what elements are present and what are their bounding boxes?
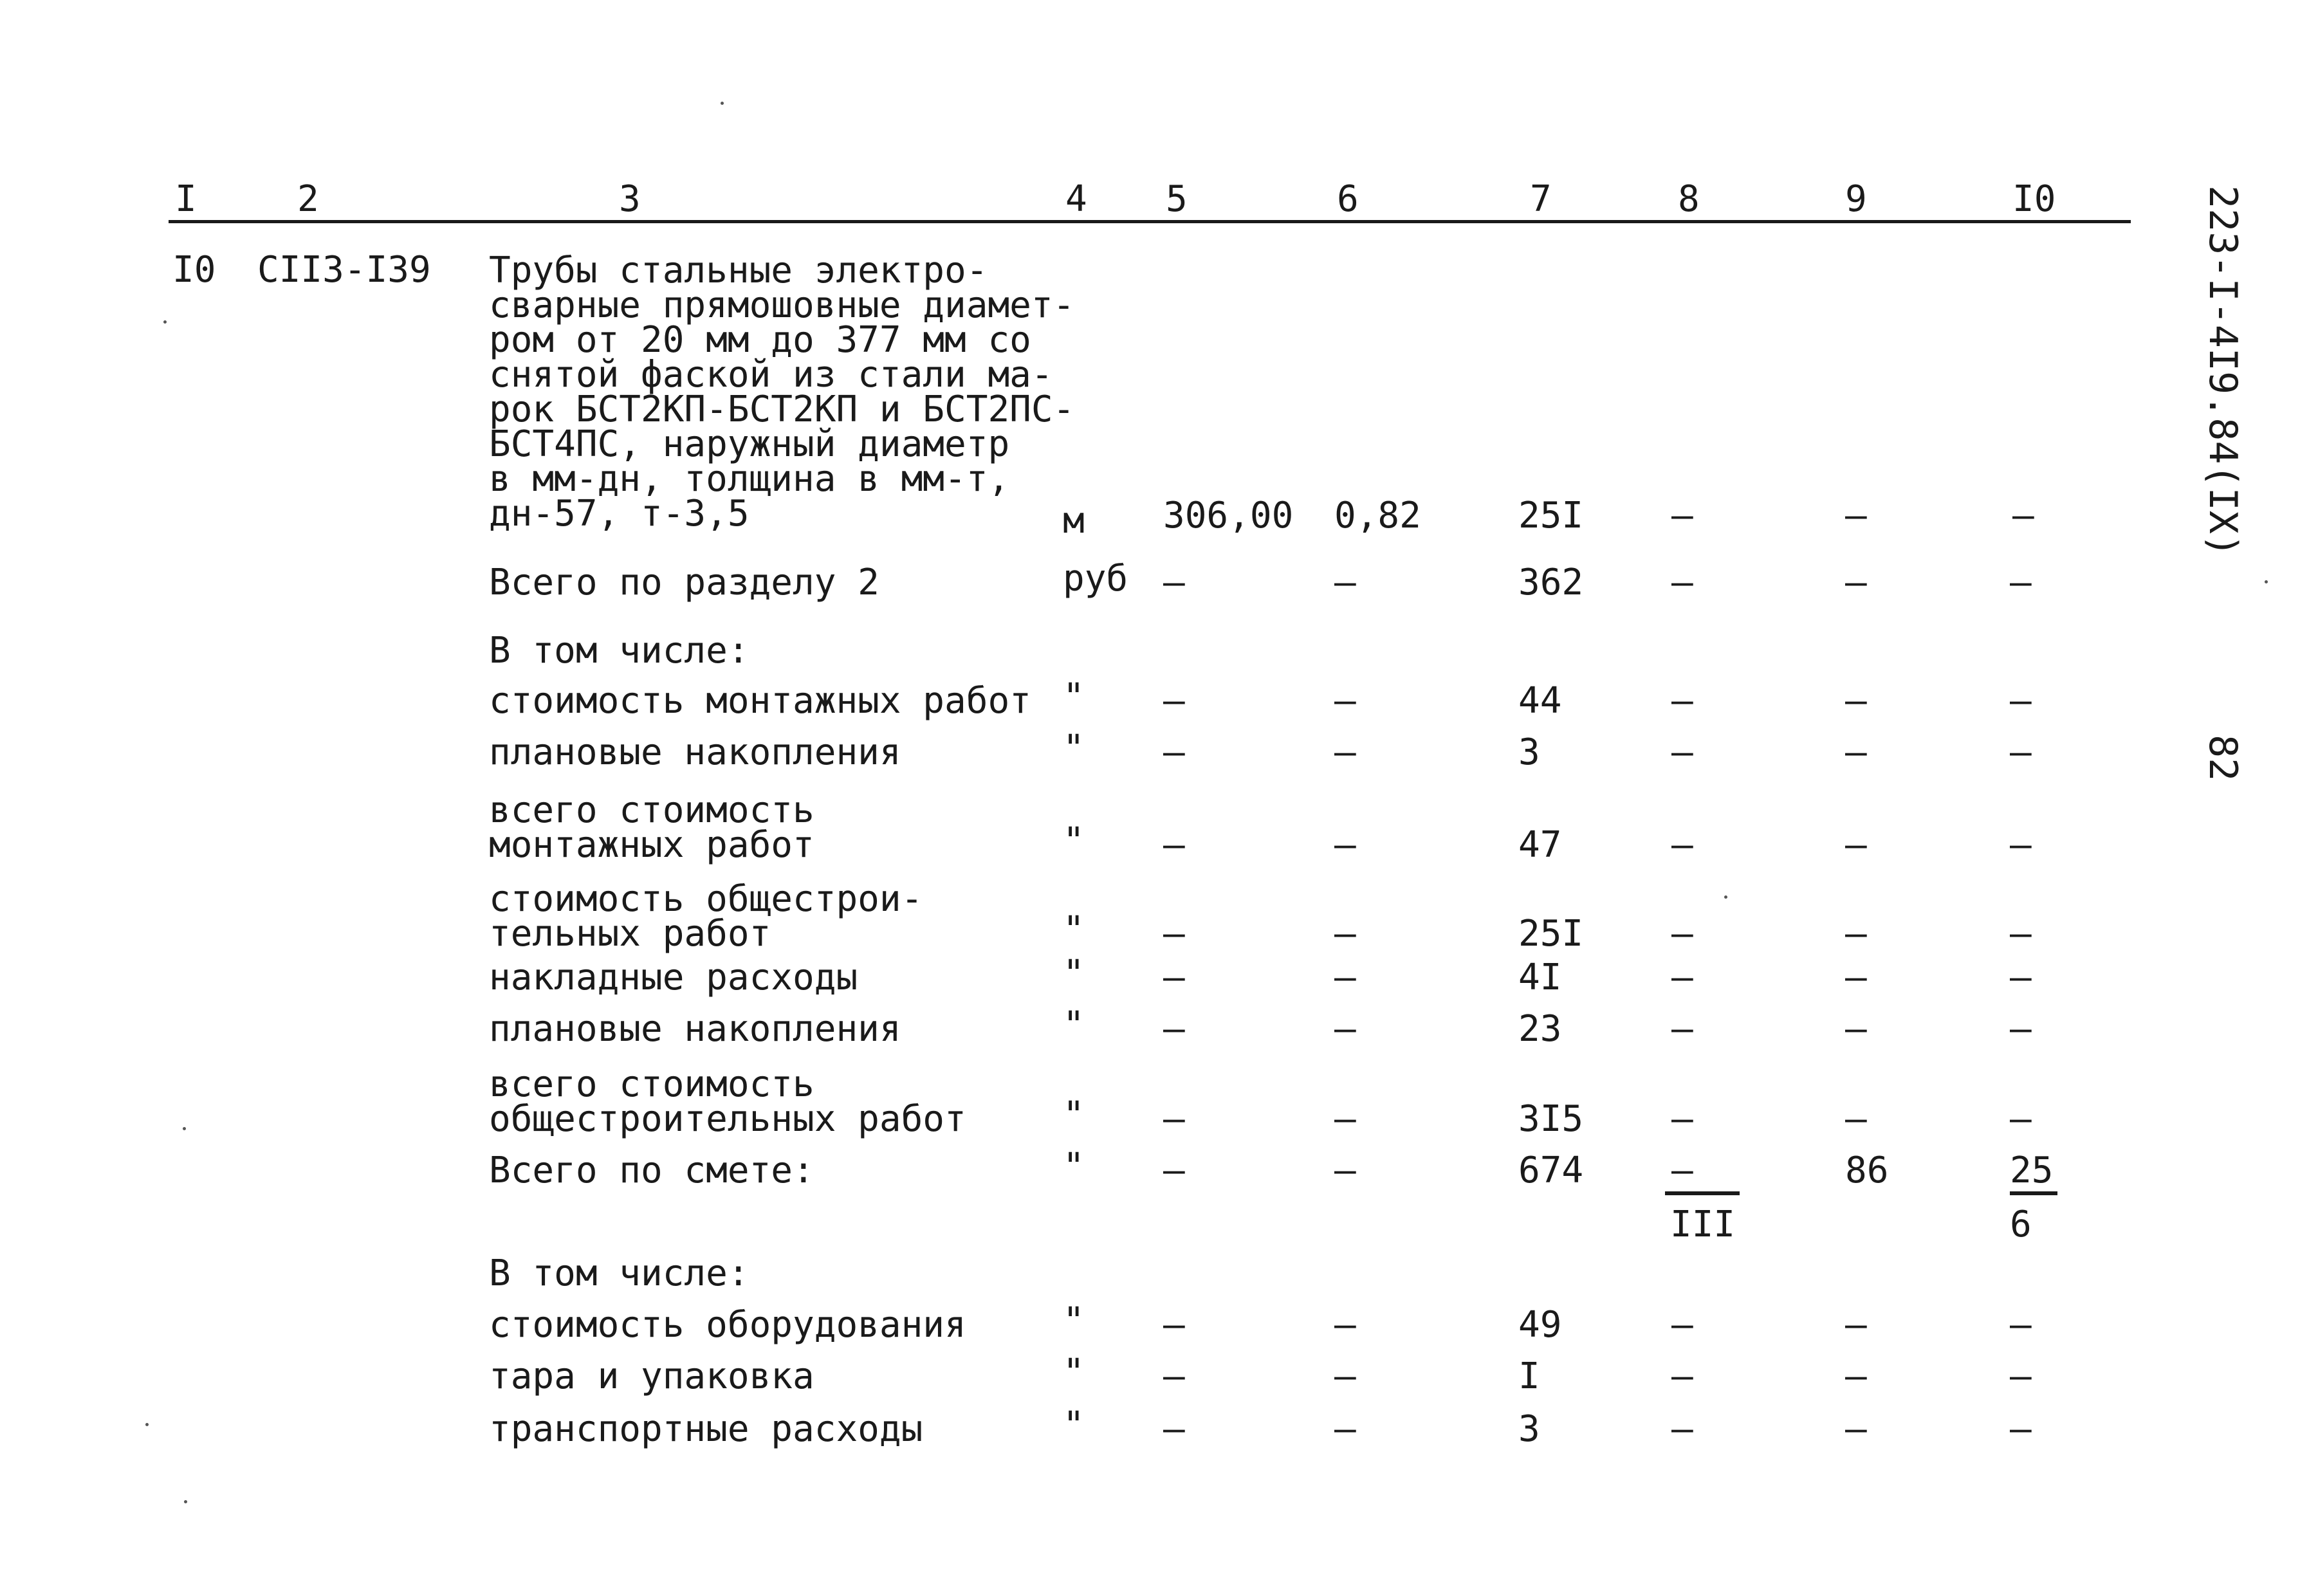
- row-c7: 674: [1518, 1150, 1584, 1191]
- row-c10: –: [2010, 562, 2032, 603]
- row-label: тара и упаковка: [489, 1355, 814, 1397]
- item-description-line: БСТ4ПС, наружный диаметр: [489, 423, 1010, 465]
- scan-speck: [145, 1423, 149, 1426]
- row-c8: –: [1671, 731, 1693, 773]
- row-label: транспортные расходы: [489, 1408, 923, 1450]
- row-unit: ": [1063, 1300, 1085, 1342]
- row-label: стоимость монтажных работ: [489, 680, 1031, 722]
- row-c7: 3I5: [1518, 1098, 1584, 1140]
- row-label: стоимость общестрои-: [489, 878, 923, 920]
- row-label: стоимость оборудования: [489, 1304, 966, 1346]
- row-c8: –: [1671, 1008, 1693, 1050]
- col-header-6: 6: [1337, 178, 1359, 220]
- row-c10: –: [2010, 1355, 2032, 1397]
- row-c6: –: [1334, 1408, 1356, 1450]
- row-unit: ": [1063, 1094, 1085, 1136]
- scan-speck: [184, 1500, 187, 1503]
- scan-speck: [163, 320, 167, 324]
- item-unit-weight: 0,82: [1334, 495, 1421, 537]
- row-unit: ": [1063, 1146, 1085, 1188]
- row-c8: –: [1671, 913, 1693, 955]
- row-c7: 47: [1518, 824, 1562, 866]
- scan-speck: [2265, 580, 2268, 583]
- document-code: 223-I-4I9.84(IX): [2200, 185, 2245, 557]
- row-unit: ": [1063, 953, 1085, 995]
- row-c9: –: [1845, 1008, 1867, 1050]
- row-unit: ": [1063, 909, 1085, 951]
- row-c6: –: [1334, 1150, 1356, 1191]
- row-c7: 44: [1518, 680, 1562, 722]
- row-c6: –: [1334, 1355, 1356, 1397]
- row-c9: –: [1845, 1098, 1867, 1140]
- row-c9: –: [1845, 1408, 1867, 1450]
- row-unit: ": [1063, 1404, 1085, 1446]
- row-c5: –: [1163, 1408, 1185, 1450]
- row-unit: ": [1063, 1004, 1085, 1046]
- row-c8: –: [1671, 957, 1693, 998]
- row-c7: 25I: [1518, 913, 1584, 955]
- scan-speck: [183, 1127, 186, 1130]
- row-c5: –: [1163, 562, 1185, 603]
- row-label: плановые накопления: [489, 731, 901, 773]
- item-description-line: сварные прямошовные диамет-: [489, 284, 1075, 326]
- row-c7: 3: [1518, 1408, 1540, 1450]
- row-label: общестроительных работ: [489, 1098, 966, 1140]
- row-label: плановые накопления: [489, 1008, 901, 1050]
- row-c7: 23: [1518, 1008, 1562, 1050]
- row-unit: ": [1063, 1352, 1085, 1393]
- row-c5: –: [1163, 824, 1185, 866]
- row-label: монтажных работ: [489, 824, 814, 866]
- row-c6: –: [1334, 957, 1356, 998]
- row-label: В том числе:: [489, 1252, 750, 1294]
- row-c5: –: [1163, 1355, 1185, 1397]
- col-header-2: 2: [297, 178, 319, 220]
- row-c10-denominator: 6: [2010, 1204, 2032, 1245]
- item-description-line: ром от 20 мм до 377 мм со: [489, 319, 1031, 361]
- row-c8: –: [1671, 1098, 1693, 1140]
- row-c5: –: [1163, 1304, 1185, 1346]
- row-c10: –: [2010, 1304, 2032, 1346]
- col-header-5: 5: [1166, 178, 1188, 220]
- scan-speck: [1724, 895, 1727, 899]
- row-c6: –: [1334, 680, 1356, 722]
- row-c9: –: [1845, 562, 1867, 603]
- row-c9: –: [1845, 680, 1867, 722]
- row-c5: –: [1163, 957, 1185, 998]
- row-c10: –: [2010, 1098, 2032, 1140]
- row-c9: –: [1845, 1355, 1867, 1397]
- row-c5: –: [1163, 731, 1185, 773]
- scan-speck: [721, 102, 724, 105]
- row-c6: –: [1334, 1304, 1356, 1346]
- col-header-3: 3: [619, 178, 641, 220]
- row-c7: 362: [1518, 562, 1584, 603]
- row-c10: –: [2010, 1008, 2032, 1050]
- row-c8: –: [1671, 680, 1693, 722]
- col-header-7: 7: [1530, 178, 1552, 220]
- row-c10: –: [2010, 680, 2032, 722]
- row-c5: –: [1163, 680, 1185, 722]
- row-unit: ": [1063, 676, 1085, 718]
- row-label: тельных работ: [489, 913, 771, 955]
- page-number: 82: [2200, 735, 2245, 782]
- row-c5: –: [1163, 1098, 1185, 1140]
- item-description-line: снятой фаской из стали ма-: [489, 354, 1053, 396]
- col-header-1: I: [175, 178, 197, 220]
- row-c8-denominator: III: [1670, 1204, 1736, 1245]
- row-c10: –: [2010, 1408, 2032, 1450]
- item-description-line: дн-57, т-3,5: [489, 493, 750, 535]
- item-total: 25I: [1518, 495, 1584, 537]
- col-header-8: 8: [1678, 178, 1700, 220]
- row-c10: 25: [2010, 1150, 2054, 1191]
- col-header-10: I0: [2012, 178, 2056, 220]
- row-unit: ": [1063, 728, 1085, 769]
- row-c10: –: [2010, 957, 2032, 998]
- row-c9: 86: [1845, 1150, 1889, 1191]
- row-c5: –: [1163, 913, 1185, 955]
- item-c9: –: [1845, 495, 1867, 537]
- row-label: Всего по смете:: [489, 1150, 814, 1191]
- item-description-line: рок БСТ2КП-БСТ2КП и БСТ2ПС-: [489, 389, 1075, 430]
- row-c6: –: [1334, 731, 1356, 773]
- row-unit: ": [1063, 820, 1085, 862]
- item-description-line: в мм-дн, толщина в мм-т,: [489, 458, 1010, 500]
- row-c8: –: [1671, 1304, 1693, 1346]
- row-c7: 49: [1518, 1304, 1562, 1346]
- item-unit: м: [1063, 500, 1085, 542]
- item-number: I0: [172, 249, 216, 291]
- row-c8: –: [1671, 1355, 1693, 1397]
- item-c8: –: [1671, 495, 1693, 537]
- row-c9: –: [1845, 957, 1867, 998]
- row-label: всего стоимость: [489, 1063, 814, 1105]
- row-c10: –: [2010, 731, 2032, 773]
- item-c10: –: [2012, 495, 2034, 537]
- row-c6: –: [1334, 913, 1356, 955]
- row-c8: –: [1671, 562, 1693, 603]
- row-c5: –: [1163, 1150, 1185, 1191]
- row-c8: –: [1671, 1150, 1693, 1191]
- row-c6: –: [1334, 562, 1356, 603]
- row-label: всего стоимость: [489, 789, 814, 831]
- row-c9: –: [1845, 731, 1867, 773]
- fraction-line-col10: [2010, 1191, 2057, 1195]
- header-rule: [169, 220, 2131, 223]
- row-label: В том числе:: [489, 630, 750, 672]
- row-c10: –: [2010, 913, 2032, 955]
- row-c7: I: [1518, 1355, 1540, 1397]
- item-description: [489, 250, 1075, 535]
- row-c7: 3: [1518, 731, 1540, 773]
- row-c10: –: [2010, 824, 2032, 866]
- row-label: накладные расходы: [489, 957, 858, 998]
- item-quantity: 306,00: [1163, 495, 1294, 537]
- row-c8: –: [1671, 824, 1693, 866]
- row-c7: 4I: [1518, 957, 1562, 998]
- item-code: CII3-I39: [257, 249, 431, 291]
- row-c5: –: [1163, 1008, 1185, 1050]
- col-header-4: 4: [1065, 178, 1087, 220]
- row-c8: –: [1671, 1408, 1693, 1450]
- row-label: Всего по разделу 2: [489, 562, 879, 603]
- row-c9: –: [1845, 913, 1867, 955]
- row-c6: –: [1334, 824, 1356, 866]
- fraction-line-col8: [1665, 1191, 1740, 1195]
- col-header-9: 9: [1845, 178, 1867, 220]
- row-c6: –: [1334, 1098, 1356, 1140]
- item-description-line: Трубы стальные электро-: [489, 250, 988, 291]
- row-unit: руб: [1063, 558, 1128, 600]
- row-c9: –: [1845, 824, 1867, 866]
- row-c6: –: [1334, 1008, 1356, 1050]
- row-c9: –: [1845, 1304, 1867, 1346]
